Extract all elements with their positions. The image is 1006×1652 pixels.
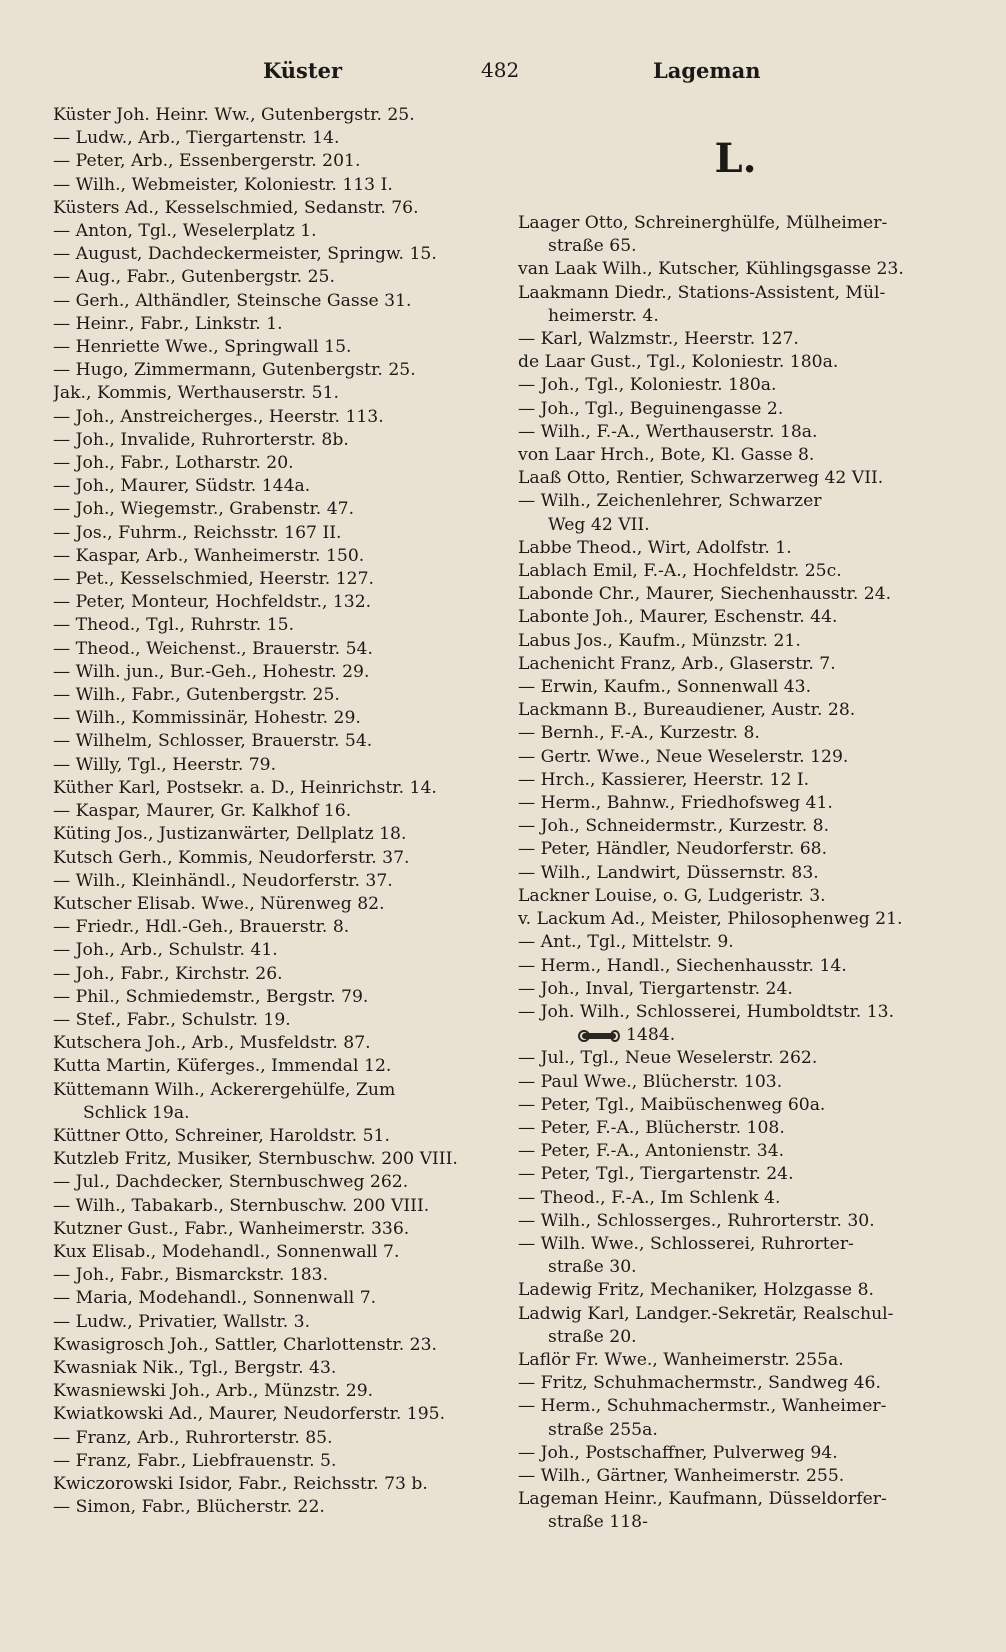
directory-entry: Kutzleb Fritz, Musiker, Sternbuschw. 200 VIII. (53, 1149, 458, 1170)
directory-entry: — Herm., Handl., Siechenhausstr. 14. (518, 955, 847, 976)
directory-entry: Küttner Otto, Schreiner, Haroldstr. 51. (53, 1125, 390, 1146)
directory-entry: — Karl, Walzmstr., Heerstr. 127. (518, 329, 799, 350)
right-column-entries (518, 212, 953, 1535)
directory-entry: Küsters Ad., Kesselschmied, Sedanstr. 76. (53, 197, 419, 218)
directory-entry: — Peter, F.-A., Antonienstr. 34. (518, 1141, 785, 1162)
directory-entry: — Erwin, Kaufm., Sonnenwall 43. (518, 677, 812, 698)
directory-entry: Laakmann Diedr., Stations-Assistent, Mül- (518, 282, 886, 303)
directory-entry: heimerstr. 4. (548, 305, 659, 326)
directory-entry: Schlick 19a. (83, 1102, 190, 1123)
directory-entry: Laager Otto, Schreinerghülfe, Mülheimer- (518, 213, 888, 233)
directory-entry: straße 255a. (548, 1419, 658, 1440)
header-left-word: Küster (263, 58, 343, 83)
directory-entry: — Jul., Dachdecker, Sternbuschweg 262. (53, 1172, 409, 1193)
directory-entry: — Jul., Tgl., Neue Weselerstr. 262. (518, 1048, 818, 1069)
directory-entry: — Kaspar, Arb., Wanheimerstr. 150. (53, 545, 365, 566)
directory-entry: — Aug., Fabr., Gutenbergstr. 25. (53, 267, 335, 288)
directory-entry: Küttemann Wilh., Ackerergehülfe, Zum (53, 1079, 396, 1100)
header-right-word: Lageman (653, 58, 761, 83)
directory-entry: Labus Jos., Kaufm., Münzstr. 21. (518, 630, 801, 651)
directory-entry: — Hrch., Kassierer, Heerstr. 12 I. (518, 769, 810, 790)
directory-entry: — Peter, Monteur, Hochfeldstr., 132. (53, 592, 372, 613)
directory-entry: straße 65. (548, 236, 637, 257)
directory-entry: Labonte Joh., Maurer, Eschenstr. 44. (518, 607, 838, 628)
directory-entry: — Wilh., Kommissinär, Hohestr. 29. (53, 708, 361, 729)
directory-entry: Küster Joh. Heinr. Ww., Gutenbergstr. 25. (53, 105, 415, 125)
directory-entry: — Jos., Fuhrm., Reichsstr. 167 II. (53, 522, 342, 543)
directory-entry: — Stef., Fabr., Schulstr. 19. (53, 1009, 291, 1030)
directory-entry: Labbe Theod., Wirt, Adolfstr. 1. (518, 537, 792, 558)
directory-entry: — Paul Wwe., Blücherstr. 103. (518, 1071, 783, 1092)
directory-entry: — August, Dachdeckermeister, Springw. 15. (53, 244, 437, 265)
directory-entry: — Peter, Arb., Essenbergerstr. 201. (53, 151, 361, 172)
left-column (53, 104, 483, 1519)
directory-entry: — Joh., Tgl., Koloniestr. 180a. (518, 375, 777, 396)
directory-entry: — Hugo, Zimmermann, Gutenbergstr. 25. (53, 360, 416, 381)
directory-entry: Ladwig Karl, Landger.-Sekretär, Realschul- (518, 1303, 894, 1324)
directory-entry: — Wilh., Schlosserges., Ruhrorterstr. 30. (518, 1210, 875, 1231)
page-header (53, 58, 966, 92)
directory-entry: Kwasniak Nik., Tgl., Bergstr. 43. (53, 1357, 337, 1378)
directory-entry: Lackmann B., Bureaudiener, Austr. 28. (518, 700, 856, 721)
directory-entry: — Wilh. jun., Bur.-Geh., Hohestr. 29. (53, 661, 370, 682)
directory-entry: — Gertr. Wwe., Neue Weselerstr. 129. (518, 746, 849, 767)
directory-entry: Ladewig Fritz, Mechaniker, Holzgasse 8. (518, 1280, 874, 1301)
directory-entry: straße 118- (548, 1512, 648, 1533)
directory-entry: — Theod., Weichenst., Brauerstr. 54. (53, 638, 373, 659)
directory-entry: — Heinr., Fabr., Linkstr. 1. (53, 313, 283, 334)
directory-entry: Lachenicht Franz, Arb., Glaserstr. 7. (518, 653, 836, 674)
directory-entry (518, 1024, 953, 1047)
directory-entry: — Simon, Fabr., Blücherstr. 22. (53, 1497, 325, 1518)
directory-entry: — Theod., Tgl., Ruhrstr. 15. (53, 615, 295, 636)
directory-entry: — Ludw., Arb., Tiergartenstr. 14. (53, 128, 340, 149)
directory-entry: — Joh., Maurer, Südstr. 144a. (53, 476, 311, 497)
directory-entry: — Peter, Tgl., Maibüschenweg 60a. (518, 1094, 826, 1115)
directory-entry: — Joh., Wiegemstr., Grabenstr. 47. (53, 499, 355, 520)
directory-entry: — Fritz, Schuhmachermstr., Sandweg 46. (518, 1373, 881, 1394)
directory-entry: — Wilh., Webmeister, Koloniestr. 113 I. (53, 174, 393, 195)
directory-entry: Kwiczorowski Isidor, Fabr., Reichsstr. 73 b. (53, 1473, 428, 1494)
directory-entry: Weg 42 VII. (548, 514, 650, 535)
directory-entry: Küther Karl, Postsekr. a. D., Heinrichstr. 14. (53, 777, 437, 798)
directory-entry: v. Lackum Ad., Meister, Philosophenweg 21. (518, 909, 903, 930)
directory-entry: de Laar Gust., Tgl., Koloniestr. 180a. (518, 352, 839, 373)
directory-entry: — Wilh., Landwirt, Düssernstr. 83. (518, 862, 819, 883)
directory-entry: — Wilh. Wwe., Schlosserei, Ruhrorter- (518, 1233, 854, 1254)
directory-entry: — Peter, Händler, Neudorferstr. 68. (518, 839, 828, 860)
directory-entry: Kutta Martin, Küferges., Immendal 12. (53, 1056, 392, 1077)
directory-entry: — Joh., Anstreicherges., Heerstr. 113. (53, 406, 384, 427)
directory-entry: Labonde Chr., Maurer, Siechenhausstr. 24. (518, 584, 892, 605)
directory-entry: van Laak Wilh., Kutscher, Kühlingsgasse 23. (518, 259, 904, 280)
section-letter: L. (714, 135, 757, 182)
directory-entry: — Bernh., F.-A., Kurzestr. 8. (518, 723, 760, 744)
directory-entry: — Maria, Modehandl., Sonnenwall 7. (53, 1288, 377, 1309)
directory-entry: — Henriette Wwe., Springwall 15. (53, 337, 352, 358)
directory-entry: Kwasniewski Joh., Arb., Münzstr. 29. (53, 1381, 374, 1402)
directory-entry: — Joh., Invalide, Ruhrorterstr. 8b. (53, 429, 349, 450)
telephone-number: 1484. (626, 1025, 676, 1046)
directory-entry: Kutzner Gust., Fabr., Wanheimerstr. 336. (53, 1218, 410, 1239)
page-number: 482 (481, 58, 520, 82)
directory-entry: — Joh., Fabr., Lotharstr. 20. (53, 453, 294, 474)
telephone-icon (578, 1030, 620, 1042)
directory-entry: — Wilhelm, Schlosser, Brauerstr. 54. (53, 731, 373, 752)
directory-entry: Kwiatkowski Ad., Maurer, Neudorferstr. 195. (53, 1404, 446, 1425)
directory-entry: — Joh., Tgl., Beguinengasse 2. (518, 398, 784, 419)
directory-entry: — Herm., Bahnw., Friedhofsweg 41. (518, 793, 833, 814)
directory-entry: — Anton, Tgl., Weselerplatz 1. (53, 221, 317, 242)
directory-entry: — Joh., Postschaffner, Pulverweg 94. (518, 1442, 838, 1463)
directory-entry: — Wilh., F.-A., Werthauserstr. 18a. (518, 421, 818, 442)
directory-entry: — Wilh., Tabakarb., Sternbuschw. 200 VIII. (53, 1195, 430, 1216)
directory-entry: — Wilh., Kleinhändl., Neudorferstr. 37. (53, 870, 393, 891)
directory-entry: Küting Jos., Justizanwärter, Dellplatz 18. (53, 824, 407, 845)
directory-entry: — Wilh., Zeichenlehrer, Schwarzer (518, 491, 822, 512)
directory-entry: — Franz, Fabr., Liebfrauenstr. 5. (53, 1450, 337, 1471)
directory-entry: straße 30. (548, 1257, 637, 1278)
directory-entry: Kwasigrosch Joh., Sattler, Charlottenstr. 23. (53, 1334, 438, 1355)
directory-entry: Lablach Emil, F.-A., Hochfeldstr. 25c. (518, 561, 842, 582)
directory-entry: — Wilh., Fabr., Gutenbergstr. 25. (53, 685, 340, 706)
directory-entry: — Phil., Schmiedemstr., Bergstr. 79. (53, 986, 369, 1007)
directory-entry: Kutsch Gerh., Kommis, Neudorferstr. 37. (53, 847, 410, 868)
directory-entry: straße 20. (548, 1326, 637, 1347)
directory-entry: — Joh., Arb., Schulstr. 41. (53, 940, 278, 961)
directory-entry: — Friedr., Hdl.-Geh., Brauerstr. 8. (53, 917, 350, 938)
directory-entry: Kutschera Joh., Arb., Musfeldstr. 87. (53, 1033, 371, 1054)
directory-entry: — Gerh., Althändler, Steinsche Gasse 31. (53, 290, 412, 311)
directory-entry: Lageman Heinr., Kaufmann, Düsseldorfer- (518, 1489, 887, 1510)
directory-entry: — Ant., Tgl., Mittelstr. 9. (518, 932, 734, 953)
directory-entry: Kutscher Elisab. Wwe., Nürenweg 82. (53, 893, 385, 914)
directory-entry: — Peter, Tgl., Tiergartenstr. 24. (518, 1164, 794, 1185)
directory-entry: — Wilh., Gärtner, Wanheimerstr. 255. (518, 1465, 845, 1486)
directory-entry: Kux Elisab., Modehandl., Sonnenwall 7. (53, 1241, 400, 1262)
directory-entry: — Franz, Arb., Ruhrorterstr. 85. (53, 1427, 333, 1448)
directory-entry: — Kaspar, Maurer, Gr. Kalkhof 16. (53, 801, 352, 822)
directory-entry: von Laar Hrch., Bote, Kl. Gasse 8. (518, 445, 815, 466)
directory-entry: — Joh., Fabr., Kirchstr. 26. (53, 963, 283, 984)
directory-entry: — Joh., Inval, Tiergartenstr. 24. (518, 978, 793, 999)
directory-entry: — Theod., F.-A., Im Schlenk 4. (518, 1187, 781, 1208)
directory-entry: — Willy, Tgl., Heerstr. 79. (53, 754, 277, 775)
directory-entry: Laaß Otto, Rentier, Schwarzerweg 42 VII. (518, 468, 884, 489)
directory-entry: — Joh., Schneidermstr., Kurzestr. 8. (518, 816, 830, 837)
directory-entry: — Peter, F.-A., Blücherstr. 108. (518, 1117, 785, 1138)
directory-entry: — Joh. Wilh., Schlosserei, Humboldtstr. 13. (518, 1001, 895, 1022)
directory-entry: — Pet., Kesselschmied, Heerstr. 127. (53, 569, 374, 590)
right-column (518, 104, 953, 1535)
directory-entry: Laflör Fr. Wwe., Wanheimerstr. 255a. (518, 1349, 844, 1370)
directory-entry: Lackner Louise, o. G, Ludgeristr. 3. (518, 885, 826, 906)
directory-entry: — Joh., Fabr., Bismarckstr. 183. (53, 1265, 329, 1286)
directory-entry: — Herm., Schuhmachermstr., Wanheimer- (518, 1396, 887, 1417)
directory-entry: — Ludw., Privatier, Wallstr. 3. (53, 1311, 311, 1332)
directory-entry: Jak., Kommis, Werthauserstr. 51. (53, 383, 339, 404)
